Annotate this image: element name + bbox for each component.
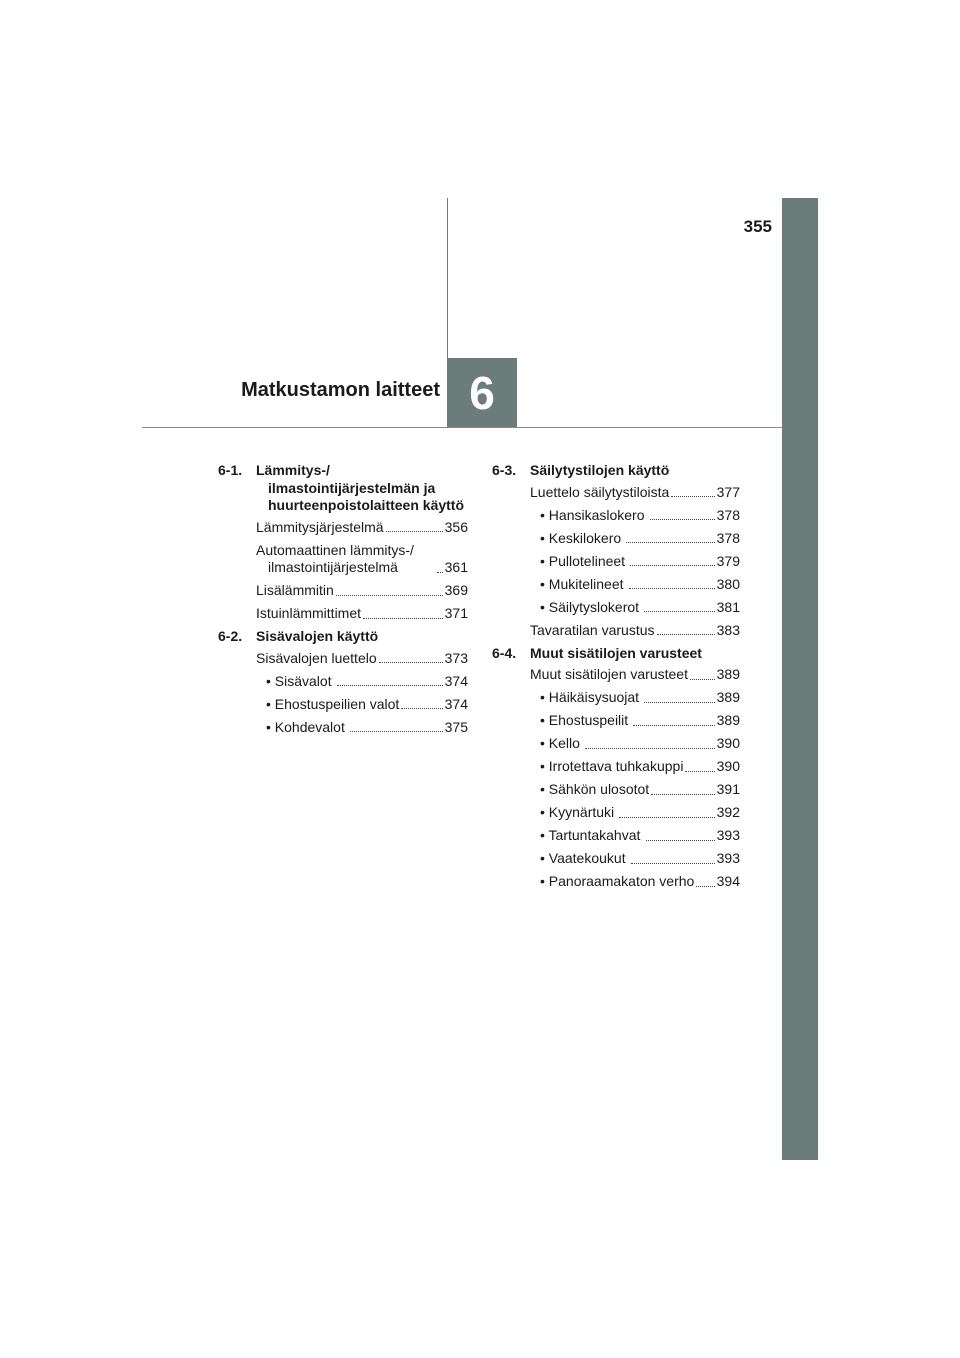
toc-entry-label: • Ehostuspeilit <box>540 712 629 728</box>
toc-entry-page: 373 <box>444 649 468 666</box>
section-number: 6-1. <box>218 462 243 478</box>
toc-entry-label: • Panoraamakaton verho <box>540 873 695 889</box>
section-title: Säilytystilojen käyttö <box>530 462 670 478</box>
dot-leader <box>685 771 714 772</box>
toc-entry[interactable] <box>218 582 468 600</box>
toc-entry-page: 393 <box>716 827 740 843</box>
toc-entry[interactable] <box>218 719 468 737</box>
toc-entry-label: • Keskilokero <box>540 529 622 546</box>
toc-entry-label: • Ehostuspeilien valot <box>266 695 400 712</box>
section-number: 6-2. <box>218 628 243 644</box>
toc-entry[interactable] <box>492 666 740 684</box>
dot-leader <box>633 725 714 726</box>
toc-section-heading <box>218 462 468 515</box>
dot-leader <box>650 519 715 520</box>
toc-entry[interactable] <box>218 650 468 668</box>
dot-leader <box>585 748 715 749</box>
vertical-rule <box>447 198 448 358</box>
toc-entry-label: • Kyynärtuki <box>540 804 615 820</box>
toc-entry-page: 392 <box>716 804 740 820</box>
toc-entry-page: 381 <box>716 598 740 615</box>
toc-entry-label: Luettelo säilytystiloista <box>530 483 670 500</box>
toc-entry[interactable] <box>492 873 740 891</box>
toc-entry-label: • Hansikaslokero <box>540 506 645 523</box>
toc-entry-page: 390 <box>716 735 740 751</box>
toc-entry[interactable] <box>492 507 740 525</box>
toc-entry-page: 361 <box>444 559 468 575</box>
toc-entry-label: Lisälämmitin <box>256 582 334 598</box>
dot-leader <box>337 685 443 686</box>
dot-leader <box>619 817 714 818</box>
toc-entry[interactable] <box>492 622 740 640</box>
dot-leader <box>626 542 714 543</box>
chapter-title: Matkustamon laitteet <box>241 379 440 401</box>
section-title: Muut sisätilojen varusteet <box>530 644 702 661</box>
toc-entry-page: 356 <box>444 518 468 535</box>
toc-entry-label: Automaattinen lämmitys-/ ilmastointijärjestelmä <box>256 541 414 575</box>
dot-leader <box>437 572 443 573</box>
dot-leader <box>671 496 714 497</box>
toc-entry-page: 378 <box>716 506 740 523</box>
dot-leader <box>651 794 714 795</box>
toc-entry-label: Sisävalojen luettelo <box>256 649 377 666</box>
toc-entry-page: 389 <box>716 666 740 682</box>
toc-entry-page: 393 <box>716 850 740 866</box>
toc-entry-page: 389 <box>716 689 740 705</box>
toc-entry[interactable] <box>218 605 468 623</box>
dot-leader <box>646 840 715 841</box>
toc-entry-label: Lämmitysjärjestelmä <box>256 518 384 535</box>
toc-entry[interactable] <box>492 827 740 845</box>
dot-leader <box>631 863 715 864</box>
page-number: 355 <box>743 217 772 236</box>
toc-entry[interactable] <box>492 484 740 502</box>
chapter-side-tab <box>782 198 818 1160</box>
toc-section-heading <box>492 462 740 480</box>
toc-entry[interactable] <box>492 735 740 753</box>
toc-entry[interactable] <box>492 576 740 594</box>
toc-entry-page: 377 <box>716 483 740 500</box>
toc-entry[interactable] <box>218 696 468 714</box>
dot-leader <box>630 565 714 566</box>
toc-entry-label: • Mukitelineet <box>540 575 624 592</box>
section-title: Lämmitys-/ ilmastointijärjestelmän ja huurteenpoistolaitteen käyttö <box>256 462 465 513</box>
dot-leader <box>350 731 443 732</box>
toc-entry[interactable] <box>218 519 468 537</box>
chapter-number: 6 <box>469 366 495 419</box>
toc-entry-label: • Tartuntakahvat <box>540 827 641 843</box>
toc-entry-label: Istuinlämmittimet <box>256 605 362 621</box>
toc-entry-page: 375 <box>444 718 468 735</box>
toc-entry-page: 374 <box>444 695 468 712</box>
toc-entry-label: • Häikäisysuojat <box>540 689 640 705</box>
toc-entry-label: • Irrotettava tuhkakuppi <box>540 758 684 774</box>
toc-entry[interactable] <box>492 689 740 707</box>
toc-entry[interactable] <box>492 712 740 730</box>
toc-entry-page: 390 <box>716 758 740 774</box>
dot-leader <box>379 662 443 663</box>
toc-entry-label: Tavaratilan varustus <box>530 621 655 638</box>
toc-entry-page: 374 <box>444 672 468 689</box>
section-number: 6-3. <box>492 462 517 478</box>
toc-entry-page: 371 <box>444 605 468 621</box>
toc-section-heading <box>218 628 468 646</box>
dot-leader <box>644 611 714 612</box>
toc-section-heading <box>492 645 740 663</box>
toc-entry-page: 394 <box>716 873 740 889</box>
toc-left-column <box>218 462 468 742</box>
toc-entry[interactable] <box>492 599 740 617</box>
dot-leader <box>657 634 715 635</box>
toc-entry-label: • Sisävalot <box>266 672 332 689</box>
dot-leader <box>386 531 443 532</box>
toc-entry-label: • Sähkön ulosotot <box>540 781 650 797</box>
dot-leader <box>401 708 442 709</box>
toc-entry-page: 380 <box>716 575 740 592</box>
dot-leader <box>363 618 443 619</box>
toc-right-column <box>492 462 740 896</box>
toc-entry-page: 379 <box>716 552 740 569</box>
dot-leader <box>629 588 715 589</box>
toc-entry-page: 383 <box>716 621 740 638</box>
section-title: Sisävalojen käyttö <box>256 628 379 644</box>
dot-leader <box>690 679 715 680</box>
toc-entry-label: • Kohdevalot <box>266 718 345 735</box>
dot-leader <box>696 886 714 887</box>
toc-entry[interactable] <box>492 850 740 868</box>
toc-entry-label: • Vaatekoukut <box>540 850 626 866</box>
toc-entry[interactable] <box>218 673 468 691</box>
dot-leader <box>336 595 443 596</box>
toc-entry-page: 391 <box>716 781 740 797</box>
section-number: 6-4. <box>492 644 517 661</box>
toc-entry[interactable] <box>492 553 740 571</box>
toc-entry-label: • Pullotelineet <box>540 552 626 569</box>
toc-entry[interactable] <box>492 530 740 548</box>
toc-entry[interactable] <box>492 781 740 799</box>
toc-entry-page: 369 <box>444 582 468 598</box>
toc-entry-label: • Kello <box>540 735 580 751</box>
toc-entry[interactable] <box>218 542 468 577</box>
toc-entry-page: 389 <box>716 712 740 728</box>
toc-entry-label: • Säilytyslokerot <box>540 598 640 615</box>
toc-entry-page: 378 <box>716 529 740 546</box>
chapter-number-box <box>447 358 517 427</box>
toc-entry[interactable] <box>492 804 740 822</box>
dot-leader <box>644 702 714 703</box>
horizontal-rule <box>142 427 782 428</box>
toc-entry-label: Muut sisätilojen varusteet <box>530 666 688 682</box>
toc-entry[interactable] <box>492 758 740 776</box>
